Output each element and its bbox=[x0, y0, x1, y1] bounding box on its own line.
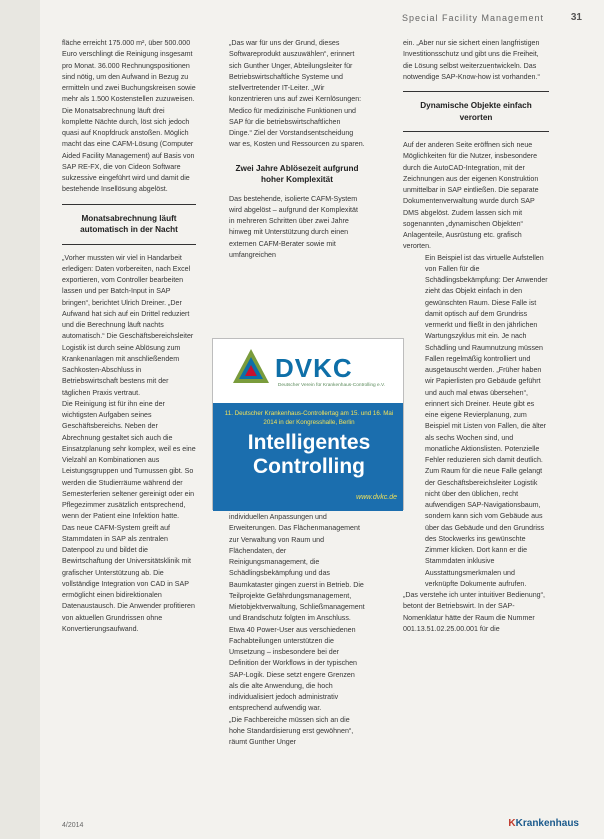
issue-number: 4/2014 bbox=[62, 822, 84, 829]
column-2 bbox=[229, 38, 365, 261]
magazine-logo bbox=[508, 818, 579, 829]
divider bbox=[62, 204, 196, 205]
ad-title: Intelligentes Controlling bbox=[247, 431, 371, 478]
col2-paragraph-1: „Das war für uns der Grund, dieses Softwareprodukt auszuwählen“, erinnert sich Gunther Unger, Abteilungsleiter für Betriebswirtschaftliche Systeme und stellvertretender IT-Leiter. „Wir konzentrieren uns auf zwei Kernlösungen: Medico für medizinische Funktionen und SAP für die betriebswirtschaftlichen Dinge.“ Ziel der Vorstandsentscheidung war es, Kosten und Ressourcen zu sparen. bbox=[229, 39, 365, 149]
col2-paragraph-3: individuellen Anpassungen und Erweiterungen. Das Flächenmanagement zur Verwaltung von Raum und Flächendaten, der Reinigungsmanagement, die Schädlingsbekämpfung und das Baumkataster gingen zuerst in Betrieb. Die Teilprojekte Gefährdungsmanagement, Mietobjektverwaltung, Schließmanagement und Brandschutz folgten im Anschluss. Etwa 40 Power-User aus verschiedenen Fachabteilungen unterstützen die Umsetzung – insbesondere bei der Definition der Workflows in der typischen SAP-Logik. Diese setzt engere Grenzen als die alte Anwendung, die hoch individualisiert jedoch administrativ entsprechend aufwendig war. bbox=[229, 513, 365, 713]
dvkc-advertisement[interactable] bbox=[212, 338, 404, 510]
col3-paragraph-1: ein. „Aber nur sie sichert einen langfristigen Investitionsschutz und gibt uns die Freiheit, die Lösung selbst weiterzuentwickeln. Das notwendige SAP-Know-how ist vorhanden.“ bbox=[403, 39, 540, 81]
running-header: Special Facility Management bbox=[401, 13, 544, 23]
column-1 bbox=[62, 38, 196, 635]
ad-logo-text: DVKC bbox=[275, 353, 353, 383]
ad-tagline: Deutscher Verein für Krankenhaus-Controlling e.V. bbox=[277, 383, 386, 388]
divider bbox=[403, 131, 549, 132]
col2-paragraph-4: „Die Fachbereiche müssen sich an die hohe Standardisierung erst gewöhnen“, räumt Gunther Unger bbox=[229, 715, 354, 746]
col2-subheading: Zwei Jahre Ablösezeit aufgrund hoher Komplexität bbox=[235, 163, 359, 184]
col3-paragraph-3: Ein Beispiel ist das virtuelle Aufstellen von Fallen für die Schädlingsbekämpfung: Der Anwender zieht das Objekt einfach in den gewünschten Raum. Diese Falle ist damit optisch auf dem Grundriss vermerkt und fließt in den jährlichen Wartungszyklus mit ein. Je nach Schädling und Raumnutzung müssen Fallen regelmäßig kontrolliert und ausgetauscht werden. „Früher haben wir Papierlisten pro Gebäude geführt und auch mal etwas übersehen“, erinnert sich Dreiner. Heute gibt es eine eigene Revierplanung, zum Beispiel mit Listen von Fallen, die älter als sechs Wochen sind, und monatliche Aktionslisten. Potenzielle Fehler reduzieren sich damit deutlich. Zum Raum für die neue Falle gelangt der Geschäftsbereichsleiter Logistik nicht über den üblichen, recht aufwendigen SAP-Navigationsbaum, sondern kann sich vom Gebäude aus über das Gebäude und den Grundriss des Stockwerks ins gewünschte Zimmer klicken. Dort kann er die Stammdaten inklusive Ausstattungsmerkmalen und verknüpfte Dokumente aufrufen. bbox=[425, 253, 548, 588]
magazine-logo-prefix: K bbox=[508, 818, 516, 829]
divider bbox=[403, 91, 549, 92]
column-3 bbox=[403, 38, 549, 635]
dvkc-logo-icon bbox=[231, 347, 271, 392]
col1-paragraph-2: „Vorher mussten wir viel in Handarbeit erledigen: Daten vorbereiten, nach Excel exportieren, vom Controller bearbeiten lassen und per Batch-Input in SAP bringen“, berichtet Ulrich Dreiner. „Der Aufwand hat sich auf ein Drittel reduziert und die Berechnung läuft nachts automatisch.“ Die Geschäftsbereichsleiter Logistik ist durch seine Ablösung zum Krankenanlagen mit anschließendem Sachkosten-Abschluss in Betriebswirtschaft bestens mit der täglichen Praxis vertraut. bbox=[62, 253, 194, 397]
col1-subheading: Monatsabrechnung läuft automatisch in der Nacht bbox=[80, 213, 178, 234]
page-gutter bbox=[0, 0, 40, 839]
col2-paragraph-2: Das bestehende, isolierte CAFM-System wird abgelöst – aufgrund der Komplexität in mehreren Schritten über zwei Jahre hinweg mit Unterstützung durch einen externen CAFM-Berater sowie mit umfangreichen bbox=[229, 194, 358, 259]
col3-subheading: Dynamische Objekte einfach verorten bbox=[420, 101, 532, 122]
col1-paragraph-4: Das neue CAFM-System greift auf Stammdaten in SAP als zentralen Datenpool zu und bildet die Bewirtschaftung der Universitätsklinik mit grafischer Unterstützung ab. Die vollständige Integration von CAD in SAP ermöglicht einen bidirektionalen Datenaustausch. Die Anwender profitieren von aktuellen Grundrissen ohne Konvertierungsaufwand. bbox=[62, 523, 195, 633]
col3-paragraph-4: „Das verstehe ich unter intuitiver Bedienung“, betont der Betriebswirt. In der SAP-Nomenklatur hätte der Raum die Nummer 001.13.51.02.25.00.001 für die bbox=[403, 591, 545, 633]
divider bbox=[62, 244, 196, 245]
page-number: 31 bbox=[570, 12, 582, 23]
ad-url-link[interactable]: www.dvkc.de bbox=[356, 494, 397, 501]
column-2-lower bbox=[229, 512, 365, 748]
ad-event-text: 11. Deutscher Krankenhaus-Controllertag am 15. und 16. Mai 2014 in der Kongresshalle, Berlin bbox=[224, 410, 394, 426]
col1-paragraph-3: Die Reinigung ist für ihn eine der wichtigsten Aufgaben seines Geschäftsbereichs. Neben der Abrechnung gestaltet sich auch die Einsatzplanung sehr komplex, weil es eine Vielzahl an Kombinationen aus Leistungsgruppen und Turnussen gibt. So werden die Studierräume während der Semesterferien seltener gereinigt oder ein Pflegezimmer zusätzlich entsprechend, wenn der Patient eine Infektion hatte. bbox=[62, 399, 196, 521]
col3-paragraph-2: Auf der anderen Seite eröffnen sich neue Möglichkeiten für die Nutzer, insbesondere durch die AutoCAD-Integration, mit der Zeichnungen aus der eigenen Konstruktion unmittelbar in SAP eintließen. Die separate Dokumentenverwaltung wurde durch SAP DMS abgelöst. Zudem lassen sich mit sogenannten „dynamischen Objekten“ Anlagenteile, Ausrüstung etc. grafisch verorten. bbox=[403, 141, 539, 251]
magazine-logo-text: Krankenhaus bbox=[515, 818, 579, 829]
col1-paragraph-1: fläche erreicht 175.000 m², über 500.000 Euro verschlingt die Reinigung insgesamt pro Monat. 36.000 Rechnungspositionen sind nötig, um den Aufwand in Bezug zu ermitteln und zwei Buchungskreisen sowie mehr als 1.500 Kostenstellen zuzuweisen. Die Monatsabrechnung läuft drei komplette Nächte durch, löst sich jedoch quasi auf Knopfdruck anstoßen. Möglich macht das eine CAFM-Lösung (Computer Aided Facility Management) auf Basis von SAP RE-FX, die von Cideon Software sukzessive eingeführt wird und damit die bestehende Insellösung abgelöst. bbox=[62, 39, 196, 194]
